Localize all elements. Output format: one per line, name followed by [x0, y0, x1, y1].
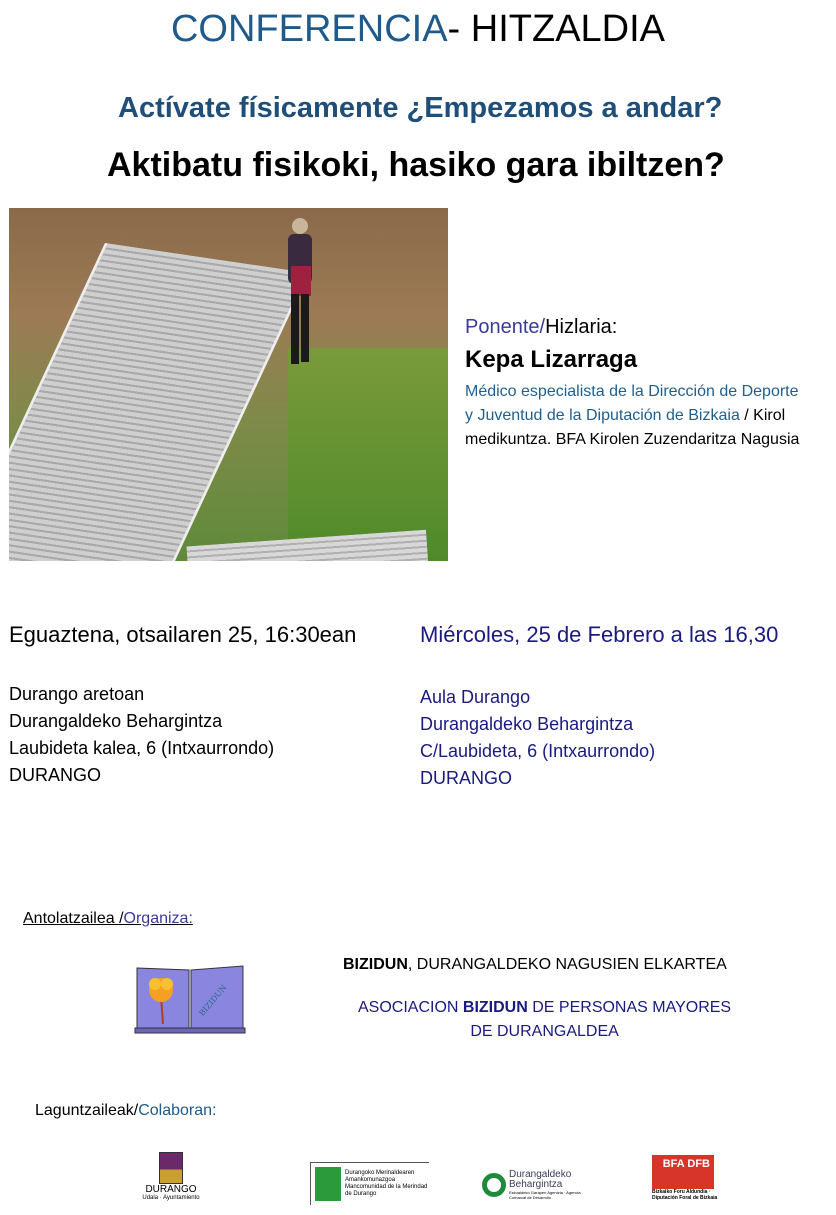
title-sep: -: [447, 8, 471, 50]
org-es-3: DE DURANGALDEA: [470, 1023, 619, 1040]
mancomunidad-map-icon: [315, 1167, 341, 1201]
title-eu: HITZALDIA: [470, 8, 666, 50]
org-rest: , DURANGALDEKO NAGUSIEN ELKARTEA: [407, 956, 727, 973]
date-eu: Eguaztena, otsailaren 25, 16:30ean: [9, 622, 357, 647]
title-es: CONFERENCIA: [170, 8, 448, 50]
collab-label-eu: Laguntzaileak/: [35, 1102, 139, 1119]
bizidun-logo-text: BIZIDUN: [197, 982, 229, 1018]
bfa-logo: [652, 1155, 722, 1201]
org-es-1: ASOCIACION: [358, 999, 463, 1016]
organizer-label-es: Organiza:: [123, 910, 193, 927]
org-es-2: DE PERSONAS MAYORES: [527, 999, 732, 1016]
speaker-name: Kepa Lizarraga: [465, 346, 638, 373]
speaker-label-eu: Hizlaria:: [545, 316, 618, 338]
behargintza-logo: [482, 1170, 592, 1200]
subtitle-es: Actívate físicamente ¿Empezamos a andar?: [118, 92, 723, 124]
organizer-name-eu: [343, 956, 727, 974]
address-line: DURANGO: [420, 768, 513, 788]
org-es-bold: BIZIDUN: [462, 999, 528, 1016]
behargintza-icon: [482, 1173, 506, 1197]
logo-sub: Mancomunidad de la Merindad de Durango: [345, 1184, 428, 1197]
speaker-label-es: Ponente/: [465, 316, 546, 338]
address-line: Durango aretoan: [9, 684, 145, 704]
organizer-label-eu: Antolatzailea /: [23, 910, 124, 927]
address-line: Laubideta kalea, 6 (Intxaurrondo): [9, 738, 275, 758]
address-line: Durangaldeko Behargintza: [420, 714, 634, 734]
date-es: Miércoles, 25 de Febrero a las 16,30: [420, 622, 779, 647]
durango-logo: [140, 1152, 202, 1201]
logo-sub: Eskualdeko Garapen Agentzia · Agencia Comarcal de Desarrollo: [509, 1190, 581, 1200]
logo-name: Durangaldeko Behargintza: [509, 1169, 572, 1190]
bizidun-logo: [133, 962, 248, 1037]
org-bold: BIZIDUN: [343, 956, 408, 973]
speaker-description: [465, 380, 805, 452]
logo-name: Durangoko Merinaldearen Amankomunazgoa: [345, 1170, 415, 1183]
address-line: C/Laubideta, 6 (Intxaurrondo): [420, 741, 656, 761]
address-es: [420, 684, 655, 792]
speaker-label: [465, 316, 617, 339]
organizer-label: [23, 910, 193, 928]
collaborators-label: [35, 1102, 216, 1120]
speaker-desc-eu: / Kirol medikuntza. BFA Kirolen Zuzendaritza Nagusia: [465, 407, 800, 448]
walking-person: [279, 216, 321, 366]
boardwalk-photo: [9, 208, 448, 561]
subtitle-eu: Aktibatu fisikoki, hasiko gara ibiltzen?: [107, 146, 725, 184]
logo-name: DURANGO: [145, 1184, 197, 1195]
address-line: DURANGO: [9, 765, 102, 785]
speaker-desc-es: Médico especialista de la Dirección de Deporte y Juventud de la Diputación de Bizkaia: [465, 383, 799, 424]
durango-shield-icon: [159, 1152, 183, 1184]
address-line: Durangaldeko Behargintza: [9, 711, 223, 731]
address-eu: [9, 681, 274, 789]
organizer-name-es: [358, 996, 731, 1044]
logo-sub: Bizkaiko Foru Aldundia · Diputación Foral de Bizkaia: [652, 1189, 718, 1201]
title: [0, 8, 836, 51]
mancomunidad-logo: [310, 1162, 429, 1205]
address-line: Aula Durango: [420, 687, 531, 707]
collab-label-es: Colaboran:: [138, 1102, 217, 1119]
logo-name: BFA DFB: [652, 1155, 714, 1189]
logo-sub: Udala · Ayuntamiento: [142, 1195, 200, 1201]
